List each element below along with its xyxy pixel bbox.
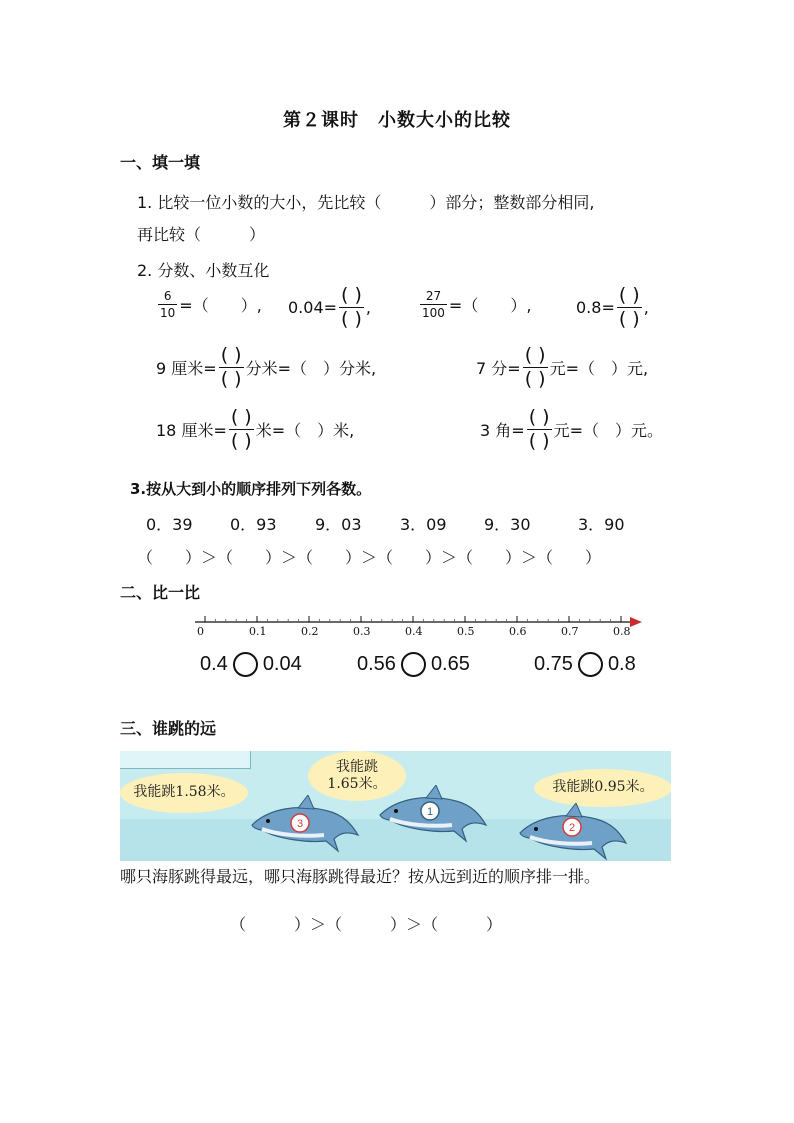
number-line-tick-label: 0.8 <box>613 625 631 638</box>
number-3: 3．09 <box>400 515 447 534</box>
number-1: 0．93 <box>230 515 277 534</box>
fraction-27-100: $\frac{27}{100}$ <box>422 289 445 320</box>
compare-circle[interactable] <box>578 652 603 677</box>
number-line-tick-label: 0.3 <box>353 625 371 638</box>
conversion-9cm: 9 厘米= $\frac{( )}{( )}$ 分米=（ ）分米, <box>156 344 377 390</box>
corner-panel <box>120 751 251 769</box>
dolphin-3-icon <box>248 795 360 853</box>
page-title: 第２课时 小数大小的比较 <box>283 110 511 131</box>
section2-heading: 二、比一比 <box>120 583 201 602</box>
dolphin-2-icon <box>516 803 628 861</box>
q2-title: 2. 分数、小数互化 <box>137 261 270 280</box>
blank-fraction[interactable]: $\frac{( )}{( )}$ <box>618 284 640 330</box>
svg-text:1: 1 <box>426 806 434 818</box>
number-line-tick-label: 0.2 <box>301 625 319 638</box>
blank-fraction[interactable]: $\frac{( )}{( )}$ <box>528 406 550 452</box>
speech-bubble-2: 我能跳0.95米。 <box>534 769 671 807</box>
svg-text:2: 2 <box>568 822 576 834</box>
number-line-tick-label: 0 <box>197 625 204 638</box>
blank-fraction[interactable]: $\frac{( )}{( )}$ <box>230 406 252 452</box>
blank-fraction[interactable]: $\frac{( )}{( )}$ <box>220 344 242 390</box>
distance-order-answer[interactable]: （ ）＞（ ）＞（ ） <box>230 915 503 934</box>
conversion-18cm: 18 厘米= $\frac{( )}{( )}$ 米=（ ）米, <box>156 406 355 452</box>
number-line-tick-label: 0.4 <box>405 625 423 638</box>
q1-line2: 再比较（ ） <box>137 225 266 244</box>
blank-fraction[interactable]: $\frac{( )}{( )}$ <box>341 284 362 330</box>
svg-text:3: 3 <box>296 818 304 830</box>
compare-2: 0.56 0.65 <box>357 653 470 675</box>
number-5: 3．90 <box>578 515 625 534</box>
q3-title: 3.按从大到小的顺序排列下列各数。 <box>130 480 372 498</box>
number-line-tick-label: 0.7 <box>561 625 579 638</box>
conversion-6-10: $\frac{6}{10}$ =（ ）, <box>160 289 262 320</box>
q1-line1: 1. 比较一位小数的大小，先比较（ ）部分；整数部分相同, <box>137 193 595 212</box>
dolphin-illustration <box>120 751 671 861</box>
speech-bubble-3: 我能跳1.58米。 <box>120 773 248 813</box>
compare-1: 0.4 0.04 <box>200 653 302 675</box>
compare-circle[interactable] <box>233 652 258 677</box>
dolphin-1-icon <box>376 785 488 843</box>
compare-3: 0.75 0.8 <box>534 653 636 675</box>
number-line-tick-label: 0.6 <box>509 625 527 638</box>
section3-heading: 三、谁跳的远 <box>120 719 217 738</box>
section1-heading: 一、填一填 <box>120 153 201 172</box>
conversion-0.8: 0.8= $\frac{( )}{( )}$ , <box>576 284 649 330</box>
section3-question: 哪只海豚跳得最远，哪只海豚跳得最近？按从远到近的顺序排一排。 <box>120 867 601 886</box>
number-4: 9．30 <box>484 515 531 534</box>
order-answer-line[interactable]: （ ）＞（ ）＞（ ）＞（ ）＞（ ）＞（ ） <box>137 548 602 567</box>
blank-fraction[interactable]: $\frac{( )}{( )}$ <box>524 344 546 390</box>
number-line-tick-label: 0.1 <box>249 625 267 638</box>
conversion-7fen: 7 分= $\frac{( )}{( )}$ 元=（ ）元, <box>476 344 649 390</box>
conversion-3jiao: 3 角= $\frac{( )}{( )}$ 元=（ ）元。 <box>480 406 663 452</box>
compare-circle[interactable] <box>401 652 426 677</box>
fraction-6-10: $\frac{6}{10}$ <box>160 289 176 320</box>
arrow-head-icon <box>630 617 642 627</box>
number-line-tick-label: 0.5 <box>457 625 475 638</box>
number-2: 9．03 <box>315 515 362 534</box>
conversion-27-100: $\frac{27}{100}$ =（ ）, <box>422 289 532 320</box>
speech-bubble-1: 我能跳 1.65米。 <box>308 751 406 801</box>
conversion-0.04: 0.04= $\frac{( )}{( )}$ , <box>288 284 371 330</box>
number-0: 0．39 <box>146 515 193 534</box>
